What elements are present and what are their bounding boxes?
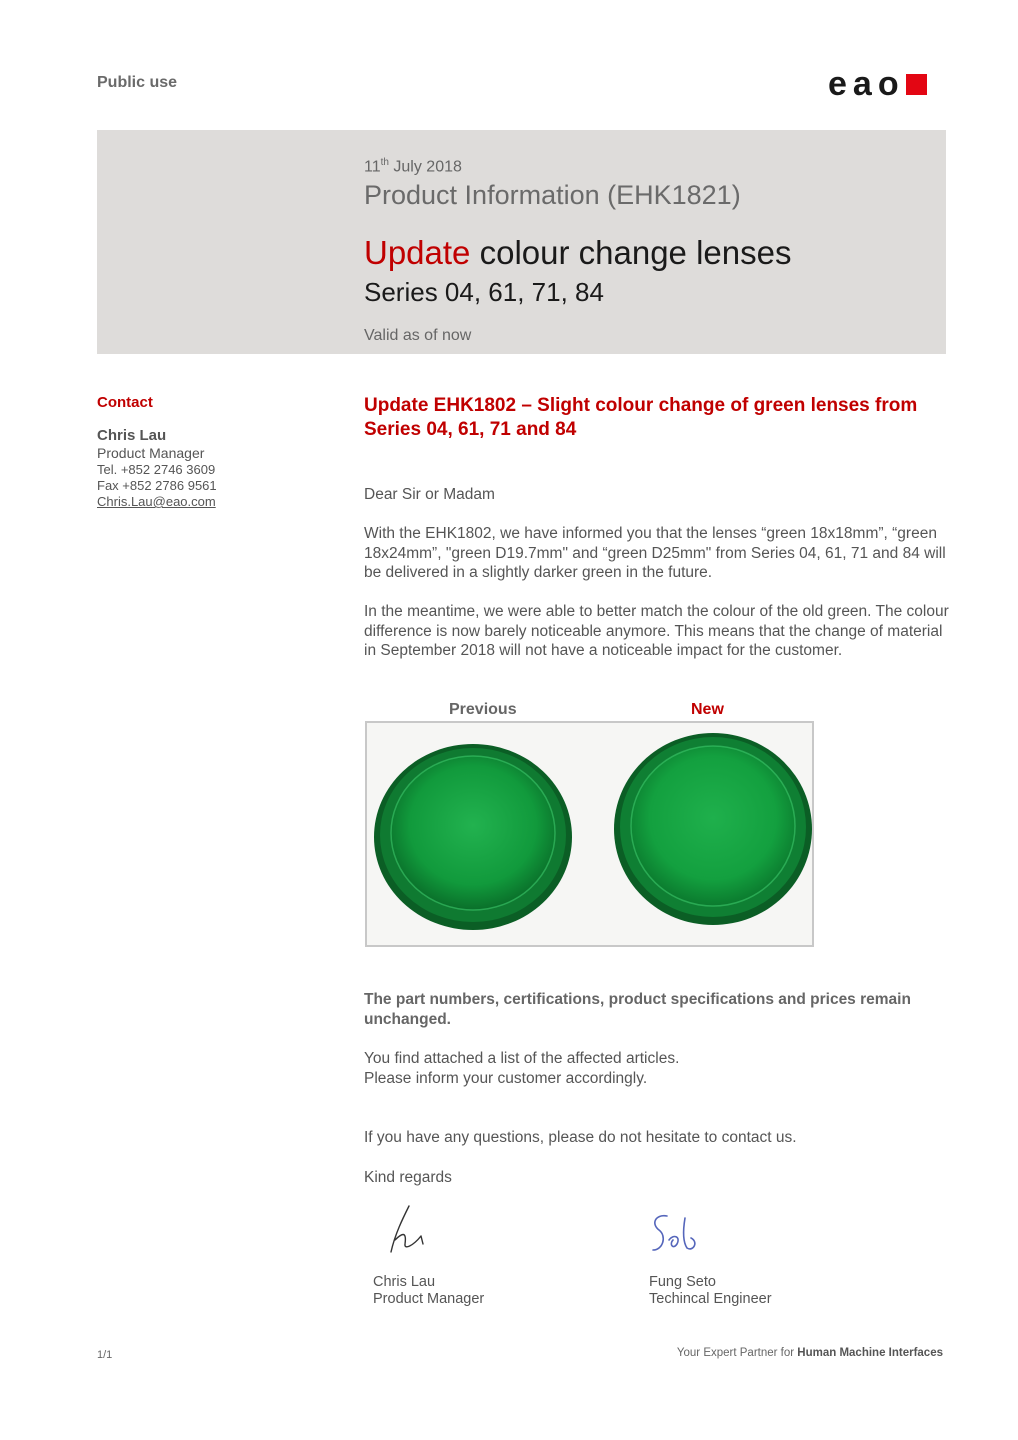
logo-text: eao — [828, 65, 905, 103]
signatory-1-name: Chris Lau — [373, 1274, 436, 1290]
footer-tagline: Your Expert Partner for Human Machine Interfaces — [676, 1347, 943, 1359]
label-new: New — [691, 701, 724, 718]
signature-chris-lau — [383, 1200, 433, 1260]
validity-note: Valid as of now — [364, 327, 472, 344]
salutation: Dear Sir or Madam — [364, 486, 495, 503]
paragraph-update: In the meantime, we were able to better match the colour of the old green. The colour difference is now barely noticeable anymore. This means that the change of material in September 2018 will not have a noticeable impact for the customer. — [364, 603, 949, 660]
lens-comparison-photo — [365, 721, 814, 947]
contact-email-link[interactable]: Chris.Lau@eao.com — [97, 494, 216, 509]
unchanged-note: The part numbers, certifications, product specifications and prices remain unchanged. — [364, 991, 911, 1028]
eao-logo — [828, 66, 927, 102]
attachment-line: You find attached a list of the affected articles. — [364, 1050, 680, 1067]
logo-square-icon — [906, 74, 927, 95]
signature-fung-seto — [645, 1210, 705, 1260]
letter-subject: Update EHK1802 – Slight colour change of green lenses from Series 04, 61, 71 and 84 — [364, 395, 918, 440]
document-title: Product Information (EHK1821) — [364, 180, 741, 210]
contact-fax: Fax +852 2786 9561 — [97, 478, 217, 493]
contact-heading: Contact — [97, 394, 153, 411]
series-line: Series 04, 61, 71, 84 — [364, 277, 604, 307]
signatory-1-role: Product Manager — [373, 1291, 485, 1307]
contact-name: Chris Lau — [97, 427, 167, 444]
headline: Update colour change lenses — [364, 234, 792, 271]
lens-previous — [374, 744, 572, 930]
signatory-2-role: Techincal Engineer — [649, 1291, 772, 1307]
label-previous: Previous — [449, 701, 517, 718]
page-number: 1/1 — [97, 1349, 113, 1361]
classification-label: Public use — [97, 74, 178, 91]
document-date: 11th July 2018 — [364, 157, 462, 176]
contact-role: Product Manager — [97, 445, 205, 461]
attachment-note — [364, 1049, 949, 1088]
lens-photo-svg — [367, 723, 812, 945]
contact-phone: Tel. +852 2746 3609 — [97, 462, 216, 477]
closing: Kind regards — [364, 1169, 452, 1186]
lens-new — [614, 733, 812, 925]
inform-customer-line: Please inform your customer accordingly. — [364, 1069, 648, 1087]
signatory-2-name: Fung Seto — [649, 1274, 716, 1290]
questions-line: If you have any questions, please do not hesitate to contact us. — [364, 1129, 797, 1146]
paragraph-intro: With the EHK1802, we have informed you that the lenses “green 18x18mm”, “green 18x24mm”, "green D19.7mm" and “green D25mm" from Series 04, 61, 71 and 84 will be delivered in a slightly darker green in the future. — [364, 525, 946, 582]
